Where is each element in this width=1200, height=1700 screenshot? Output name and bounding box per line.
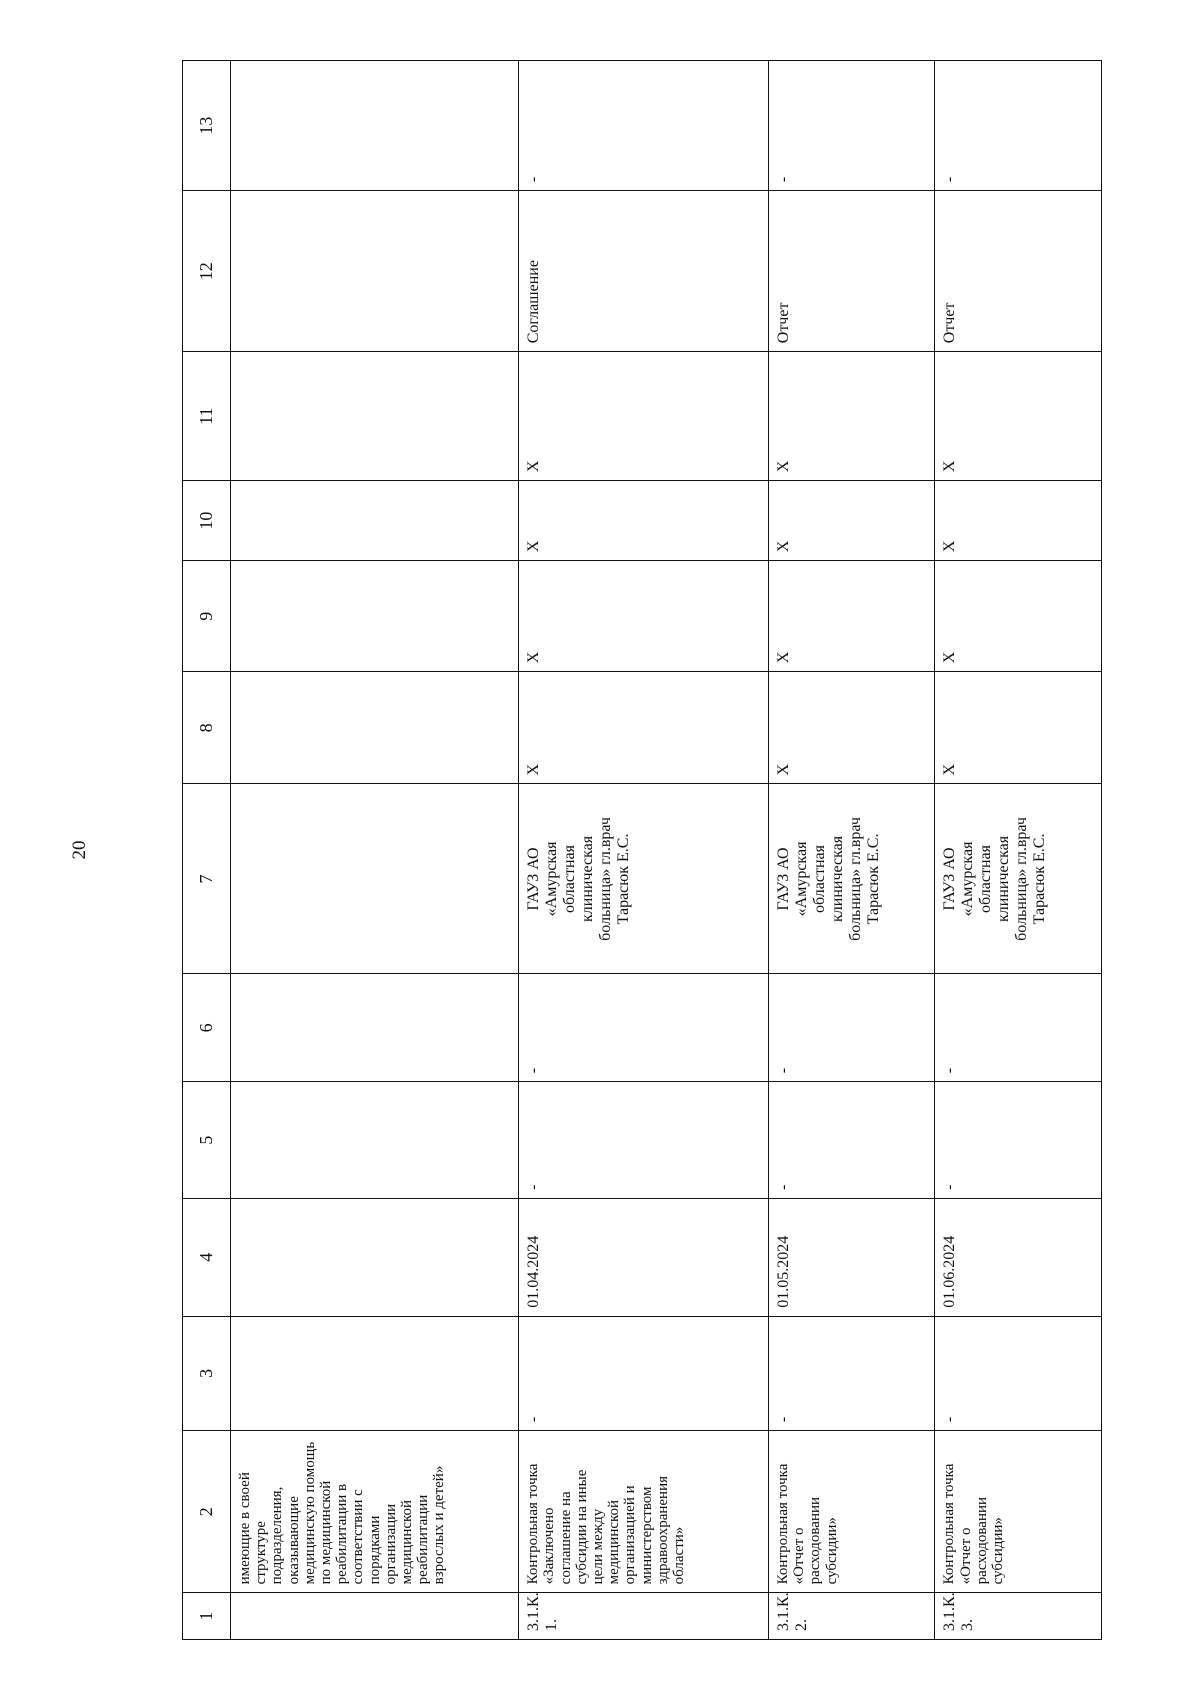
cell-number: 3.1.К. 1. (519, 1593, 769, 1640)
header-col-6: 6 (183, 974, 231, 1082)
cell-document: Соглашение (519, 191, 769, 352)
table-row-continuation (231, 61, 519, 1640)
cell-responsible: ГАУЗ АО «Амурская областная клиническая больница» гл.врач Тарасюк Е.С. (768, 784, 935, 974)
cell-col-5: - (935, 1082, 1102, 1199)
cell-col-13: - (935, 61, 1102, 191)
cell-number (231, 1593, 519, 1640)
header-col-2: 2 (183, 1431, 231, 1593)
header-col-3: 3 (183, 1316, 231, 1430)
cell-col-9: X (768, 561, 935, 672)
cell-col-3 (231, 1316, 519, 1430)
header-col-1: 1 (183, 1593, 231, 1640)
cell-number: 3.1.К. 3. (935, 1593, 1102, 1640)
table-row (935, 61, 1102, 1640)
header-col-8: 8 (183, 672, 231, 784)
cell-col-13 (231, 61, 519, 191)
header-col-5: 5 (183, 1082, 231, 1199)
cell-col-11: X (519, 352, 769, 481)
cell-col-11: X (768, 352, 935, 481)
cell-document: Отчет (768, 191, 935, 352)
cell-description: Контрольная точка «Заключено соглашение на субсидии на иные цели между медицинской организацией и министерством здравоохранения области» (519, 1431, 769, 1593)
cell-description: Контрольная точка «Отчет о расходовании субсидии» (768, 1431, 935, 1593)
cell-col-9 (231, 561, 519, 672)
header-col-7: 7 (183, 784, 231, 974)
cell-col-12 (231, 191, 519, 352)
header-col-12: 12 (183, 191, 231, 352)
cell-col-10: X (519, 481, 769, 561)
cell-date: 01.06.2024 (935, 1198, 1102, 1316)
cell-col-6: - (768, 974, 935, 1082)
plan-table (182, 60, 1102, 1640)
cell-responsible (231, 784, 519, 974)
table-container (182, 60, 1102, 1640)
page-number: 20 (69, 840, 90, 860)
header-col-4: 4 (183, 1198, 231, 1316)
cell-col-3: - (935, 1316, 1102, 1430)
cell-date: 01.04.2024 (519, 1198, 769, 1316)
cell-col-6: - (935, 974, 1102, 1082)
table-row (768, 61, 935, 1640)
cell-col-11 (231, 352, 519, 481)
cell-responsible: ГАУЗ АО «Амурская областная клиническая больница» гл.врач Тарасюк Е.С. (935, 784, 1102, 974)
cell-col-8: X (519, 672, 769, 784)
cell-col-4 (231, 1198, 519, 1316)
header-col-9: 9 (183, 561, 231, 672)
header-col-13: 13 (183, 61, 231, 191)
cell-date: 01.05.2024 (768, 1198, 935, 1316)
cell-col-13: - (768, 61, 935, 191)
cell-col-8: X (935, 672, 1102, 784)
cell-document: Отчет (935, 191, 1102, 352)
header-col-10: 10 (183, 481, 231, 561)
cell-col-9: X (935, 561, 1102, 672)
cell-col-8 (231, 672, 519, 784)
cell-responsible: ГАУЗ АО «Амурская областная клиническая больница» гл.врач Тарасюк Е.С. (519, 784, 769, 974)
cell-col-3: - (768, 1316, 935, 1430)
cell-description: Контрольная точка «Отчет о расходовании субсидии» (935, 1431, 1102, 1593)
cell-col-13: - (519, 61, 769, 191)
cell-col-8: X (768, 672, 935, 784)
cell-col-10 (231, 481, 519, 561)
cell-description: имеющие в своей структуре подразделения, оказывающие медицинскую помощь по медицинской реабилитации в соответствии с порядками организации медицинской реабилитации взрослых и детей» (231, 1431, 519, 1593)
cell-col-5 (231, 1082, 519, 1199)
cell-col-6 (231, 974, 519, 1082)
cell-col-3: - (519, 1316, 769, 1430)
cell-col-5: - (768, 1082, 935, 1199)
cell-number: 3.1.К. 2. (768, 1593, 935, 1640)
cell-col-5: - (519, 1082, 769, 1199)
cell-col-10: X (935, 481, 1102, 561)
table-row (519, 61, 769, 1640)
cell-col-6: - (519, 974, 769, 1082)
header-col-11: 11 (183, 352, 231, 481)
cell-col-11: X (935, 352, 1102, 481)
cell-col-10: X (768, 481, 935, 561)
cell-col-9: X (519, 561, 769, 672)
header-row (183, 61, 231, 1640)
